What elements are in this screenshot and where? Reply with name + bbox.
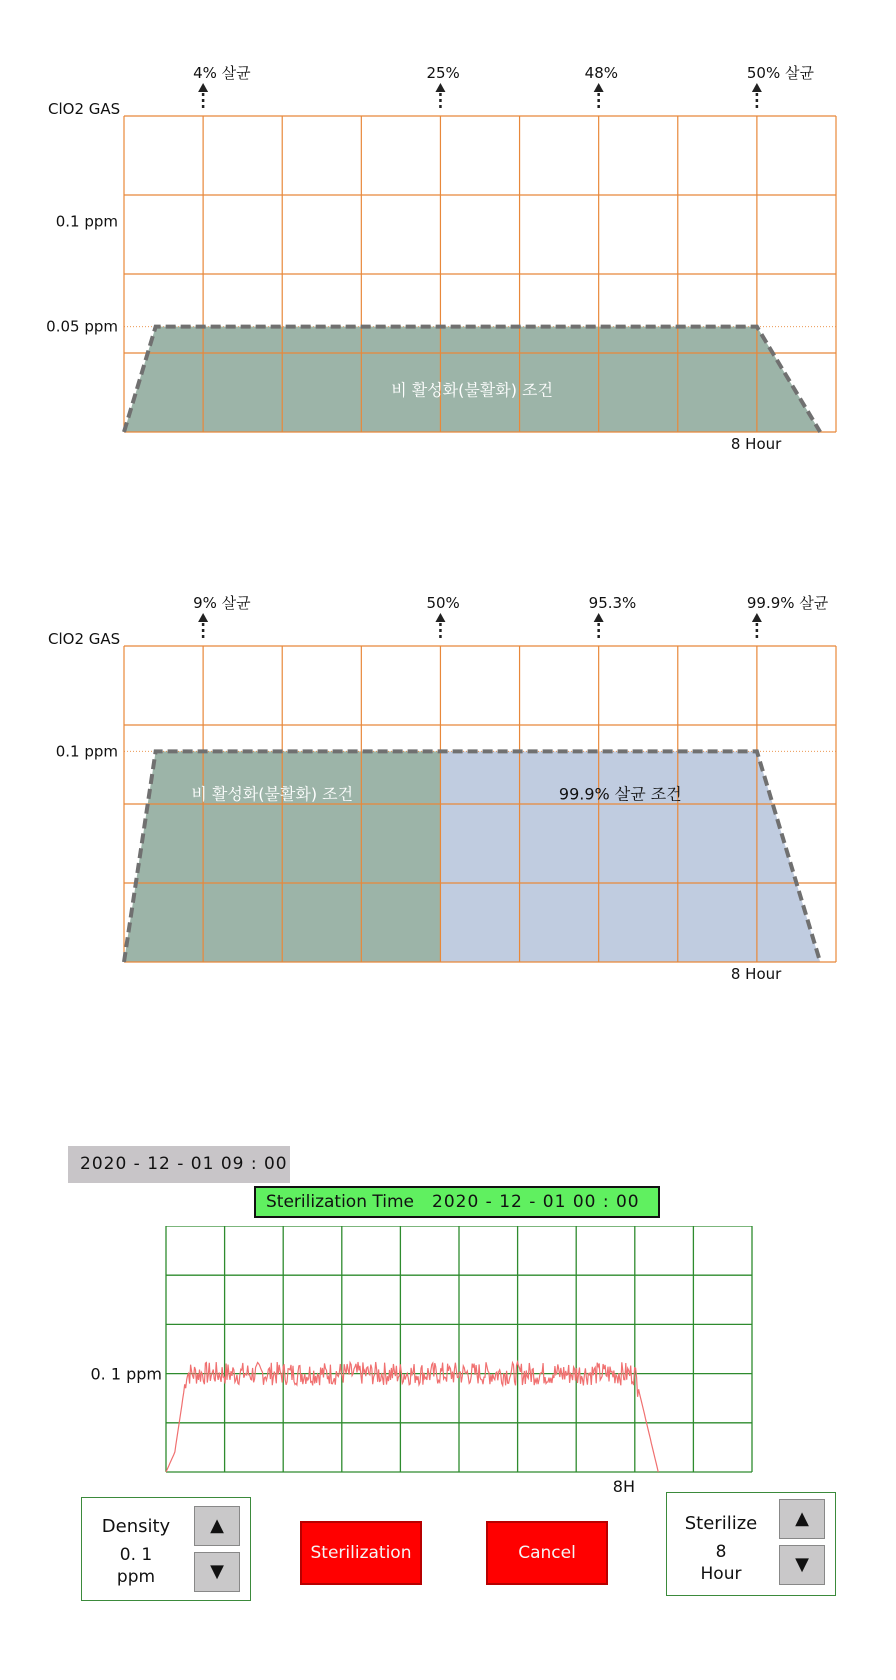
sterilization-time-label: Sterilization Time xyxy=(266,1192,414,1212)
density-unit: ppm xyxy=(116,1567,156,1587)
y-tick-label: 0.05 ppm xyxy=(46,317,118,336)
marker-arrow-head xyxy=(435,613,445,622)
density-up-button[interactable]: ▲ xyxy=(194,1506,240,1546)
marker-arrow-head xyxy=(752,83,762,92)
density-down-button[interactable]: ▼ xyxy=(194,1552,240,1592)
density-value: 0. 1 xyxy=(119,1545,153,1565)
y-axis-label: ClO2 GAS xyxy=(48,630,121,648)
chart-gas-0.05ppm xyxy=(0,40,896,460)
y-tick-label: 0. 1 ppm xyxy=(90,1364,162,1384)
marker-arrow-head xyxy=(752,613,762,622)
sterilization-button[interactable]: Sterilization xyxy=(300,1521,422,1585)
marker-label: 25% xyxy=(426,64,460,82)
marker-arrow-head xyxy=(594,83,604,92)
marker-label: 50% 살균 xyxy=(746,64,814,82)
marker-label: 99.9% 살균 xyxy=(746,594,829,612)
marker-label: 48% xyxy=(584,64,619,82)
marker-label: 9% 살균 xyxy=(193,594,251,612)
y-tick-label: 0.1 ppm xyxy=(55,212,118,231)
sterilization-time-bar xyxy=(254,1186,660,1218)
x-end-label: 8 Hour xyxy=(730,965,782,983)
density-control xyxy=(81,1497,251,1601)
y-tick-label: 0.1 ppm xyxy=(55,742,118,761)
sterilize-value: 8 xyxy=(715,1542,727,1562)
marker-arrow-head xyxy=(198,83,208,92)
marker-arrow-head xyxy=(198,613,208,622)
marker-label: 50% xyxy=(426,594,460,612)
region-label-1: 99.9% 살균 조건 xyxy=(558,784,682,804)
sterilize-unit: Hour xyxy=(700,1564,742,1584)
marker-label: 95.3% xyxy=(588,594,637,612)
x-end-label: 8 Hour xyxy=(730,435,782,453)
sterilize-up-button[interactable]: ▲ xyxy=(779,1499,825,1539)
region-label-0: 비 활성화(불활화) 조건 xyxy=(191,784,354,804)
region-label-0: 비 활성화(불활화) 조건 xyxy=(391,380,553,400)
sterilize-control xyxy=(666,1492,836,1596)
chart-gas-0.1ppm xyxy=(0,570,896,990)
density-label: Density xyxy=(101,1516,171,1537)
marker-arrow-head xyxy=(594,613,604,622)
series-trace xyxy=(166,1362,658,1472)
current-datetime: 2020 - 12 - 01 09 : 00 xyxy=(68,1146,290,1183)
cancel-button[interactable]: Cancel xyxy=(486,1521,608,1585)
marker-arrow-head xyxy=(435,83,445,92)
sterilize-label: Sterilize xyxy=(684,1513,758,1534)
y-axis-label: ClO2 GAS xyxy=(48,100,121,118)
sterilize-down-button[interactable]: ▼ xyxy=(779,1545,825,1585)
x-end-label: 8H xyxy=(612,1477,636,1496)
sterilization-time-value: 2020 - 12 - 01 00 : 00 xyxy=(432,1192,640,1212)
sterilizer-control-panel xyxy=(68,1146,838,1616)
marker-label: 4% 살균 xyxy=(193,64,251,82)
